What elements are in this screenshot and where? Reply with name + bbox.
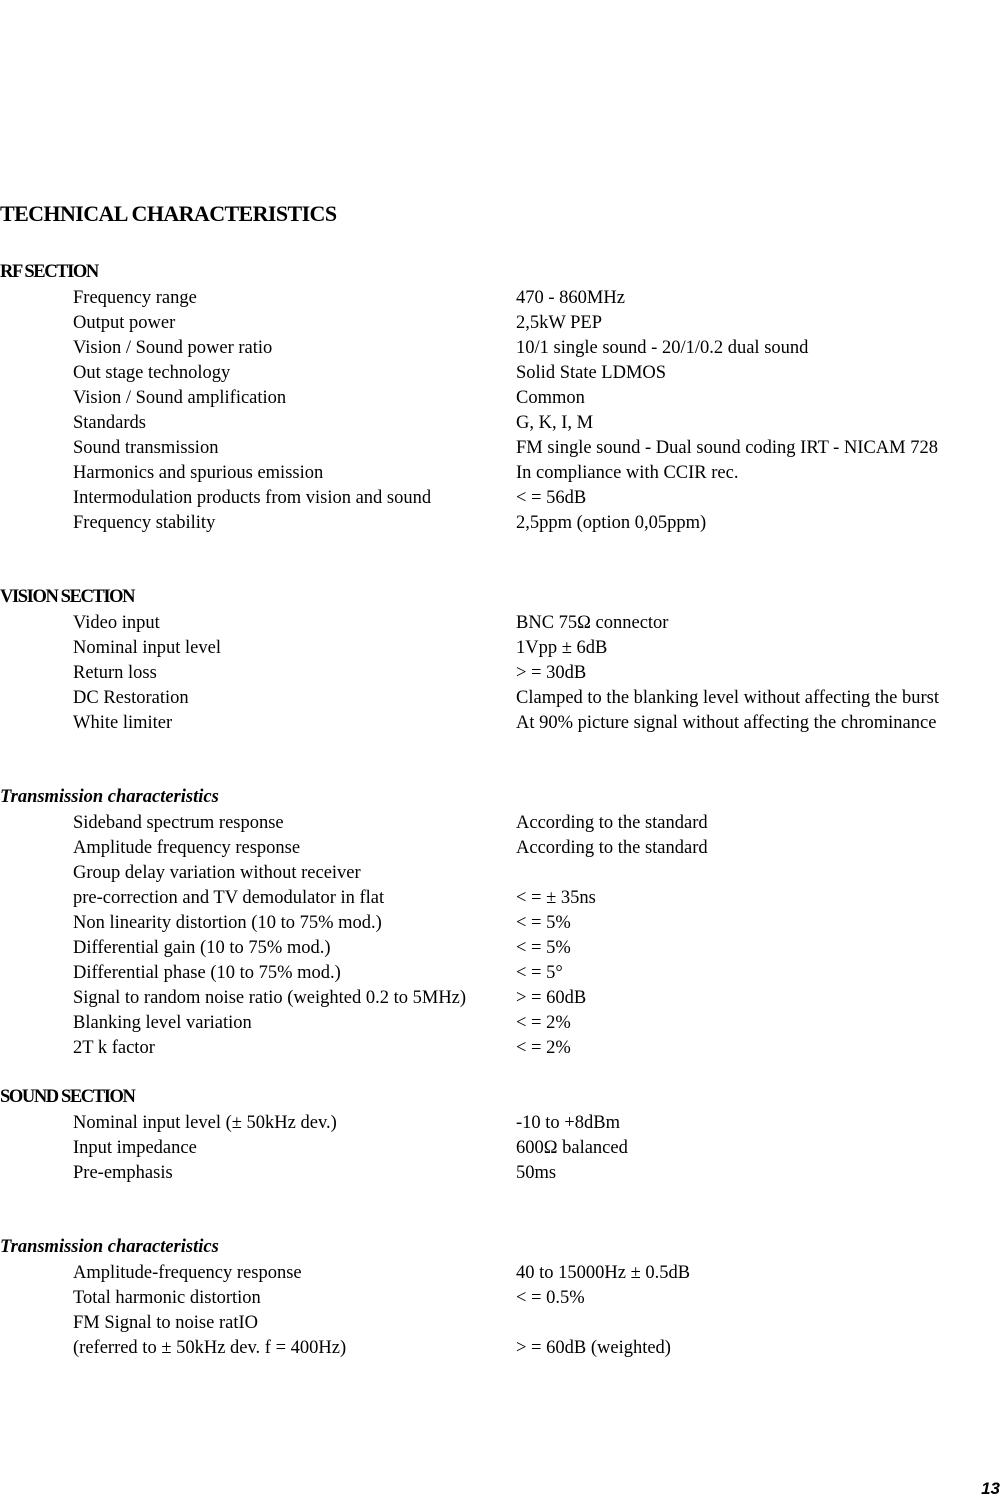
spec-label: Signal to random noise ratio (weighted 0.2 to 5MHz) — [73, 988, 467, 1008]
spec-value: 2,5ppm (option 0,05ppm) — [516, 513, 707, 533]
spec-label: pre-correction and TV demodulator in flat — [73, 888, 385, 908]
spec-label: Total harmonic distortion — [73, 1288, 261, 1308]
sound-transmission-heading: Transmission characteristics — [0, 1237, 219, 1257]
spec-row — [0, 486, 1004, 511]
spec-row — [0, 836, 1004, 861]
spec-value: < = 2% — [516, 1013, 571, 1033]
spec-value: In compliance with CCIR rec. — [516, 463, 739, 483]
spec-label: Pre-emphasis — [73, 1163, 173, 1183]
spec-value: According to the standard — [516, 813, 708, 833]
page-number: 13 — [981, 1479, 1000, 1498]
spec-value: According to the standard — [516, 838, 708, 858]
spec-label: Amplitude frequency response — [73, 838, 301, 858]
spec-row — [0, 611, 1004, 636]
spec-row — [0, 636, 1004, 661]
spec-label: Intermodulation products from vision and sound — [73, 488, 432, 508]
spec-row — [0, 1011, 1004, 1036]
spec-value: 40 to 15000Hz ± 0.5dB — [516, 1263, 691, 1283]
spec-label: Return loss — [73, 663, 157, 683]
spec-value: < = 5% — [516, 938, 571, 958]
spec-value: < = 5% — [516, 913, 571, 933]
sound-section-heading: SOUND SECTION — [0, 1087, 135, 1107]
spec-row — [0, 436, 1004, 461]
spec-value: < = 2% — [516, 1038, 571, 1058]
spec-label: Output power — [73, 313, 176, 333]
spec-label: White limiter — [73, 713, 173, 733]
spec-label: 2T k factor — [73, 1038, 155, 1058]
spec-row — [0, 661, 1004, 686]
spec-label: (referred to ± 50kHz dev. f = 400Hz) — [73, 1338, 347, 1358]
spec-value: < = 5° — [516, 963, 563, 983]
spec-value: Solid State LDMOS — [516, 363, 667, 383]
spec-value: Common — [516, 388, 585, 408]
spec-label: Harmonics and spurious emission — [73, 463, 324, 483]
spec-row — [0, 336, 1004, 361]
spec-label: Non linearity distortion (10 to 75% mod.) — [73, 913, 382, 933]
spec-value: -10 to +8dBm — [516, 1113, 620, 1133]
spec-row — [0, 311, 1004, 336]
spec-value: At 90% picture signal without affecting the chrominance — [516, 713, 937, 733]
spec-row — [0, 1136, 1004, 1161]
spec-row — [0, 686, 1004, 711]
spec-value: 10/1 single sound - 20/1/0.2 dual sound — [516, 338, 809, 358]
spec-value: < = 0.5% — [516, 1288, 585, 1308]
spec-row — [0, 811, 1004, 836]
spec-value: 1Vpp ± 6dB — [516, 638, 608, 658]
spec-label: Frequency stability — [73, 513, 216, 533]
spec-value: BNC 75Ω connector — [516, 613, 669, 633]
spec-row — [0, 361, 1004, 386]
vision-transmission-heading: Transmission characteristics — [0, 787, 219, 807]
spec-row — [0, 511, 1004, 536]
spec-value: Clamped to the blanking level without affecting the burst — [516, 688, 940, 708]
spec-row — [0, 936, 1004, 961]
spec-label: Sideband spectrum response — [73, 813, 284, 833]
spec-row — [0, 886, 1004, 911]
spec-row — [0, 1286, 1004, 1311]
spec-label: Differential phase (10 to 75% mod.) — [73, 963, 341, 983]
spec-label: Nominal input level (± 50kHz dev.) — [73, 1113, 337, 1133]
spec-value: > = 60dB — [516, 988, 587, 1008]
spec-row — [0, 1261, 1004, 1286]
spec-row — [0, 386, 1004, 411]
spec-value: 600Ω balanced — [516, 1138, 628, 1158]
spec-value: 2,5kW PEP — [516, 313, 603, 333]
spec-row — [0, 711, 1004, 736]
spec-label: Differential gain (10 to 75% mod.) — [73, 938, 331, 958]
spec-label: Frequency range — [73, 288, 197, 308]
spec-label: Blanking level variation — [73, 1013, 252, 1033]
spec-label: Amplitude-frequency response — [73, 1263, 302, 1283]
spec-value: FM single sound - Dual sound coding IRT - NICAM 728 — [516, 438, 938, 458]
spec-row — [0, 1161, 1004, 1186]
vision-section-heading: VISION SECTION — [0, 587, 135, 607]
spec-row — [0, 861, 1004, 886]
spec-label: DC Restoration — [73, 688, 189, 708]
spec-row — [0, 986, 1004, 1011]
spec-row — [0, 961, 1004, 986]
spec-label: Sound transmission — [73, 438, 219, 458]
document-title: TECHNICAL CHARACTERISTICS — [0, 201, 337, 226]
spec-value: G, K, I, M — [516, 413, 594, 433]
spec-value: < = ± 35ns — [516, 888, 596, 908]
spec-row — [0, 461, 1004, 486]
spec-row — [0, 1111, 1004, 1136]
spec-value: > = 30dB — [516, 663, 587, 683]
spec-label: Nominal input level — [73, 638, 221, 658]
spec-label: FM Signal to noise ratIO — [73, 1313, 258, 1333]
spec-value: > = 60dB (weighted) — [516, 1338, 671, 1358]
spec-label: Out stage technology — [73, 363, 231, 383]
spec-row — [0, 1311, 1004, 1336]
spec-value: < = 56dB — [516, 488, 587, 508]
spec-row — [0, 286, 1004, 311]
spec-label: Vision / Sound amplification — [73, 388, 287, 408]
spec-row — [0, 1336, 1004, 1361]
spec-row — [0, 411, 1004, 436]
rf-section-heading: RF SECTION — [0, 262, 98, 282]
spec-label: Group delay variation without receiver — [73, 863, 361, 883]
spec-row — [0, 911, 1004, 936]
spec-label: Vision / Sound power ratio — [73, 338, 273, 358]
spec-label: Video input — [73, 613, 160, 633]
spec-value: 50ms — [516, 1163, 557, 1183]
spec-value: 470 - 860MHz — [516, 288, 625, 308]
spec-row — [0, 1036, 1004, 1061]
spec-label: Input impedance — [73, 1138, 197, 1158]
spec-label: Standards — [73, 413, 146, 433]
